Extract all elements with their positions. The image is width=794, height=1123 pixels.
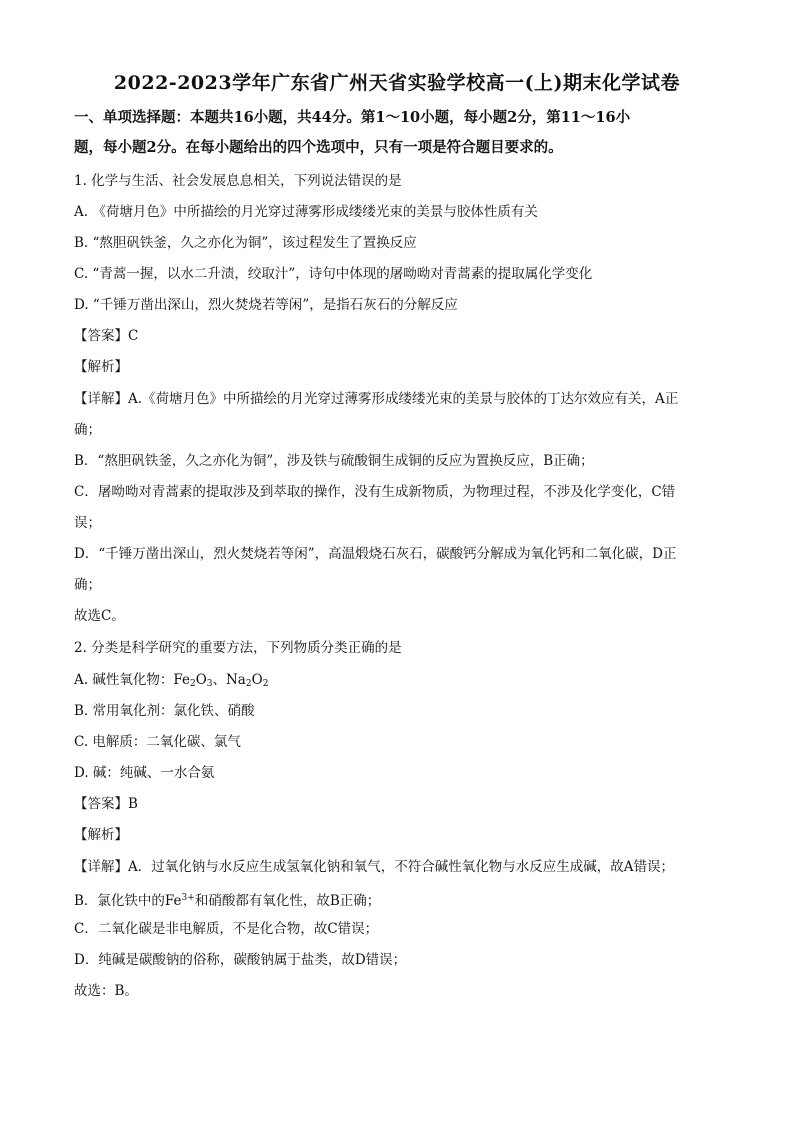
subscript: 2 [262, 679, 269, 689]
q1-option-c: C. “青蒿一握，以水二升渍，绞取汁”，诗句中体现的屠呦呦对青蒿素的提取属化学变化 [74, 266, 593, 282]
q2-detail-a: 【详解】A．过氧化钠与水反应生成氢氧化钠和氧气，不符合碱性氧化物与水反应生成碱，故A错误； [74, 859, 674, 875]
q1-detail-c-line-1: C．屠呦呦对青蒿素的提取涉及到萃取的操作，没有生成新物质，为物理过程，不涉及化学变化，C错 [74, 484, 676, 500]
q2-analysis-label: 【解析】 [74, 827, 128, 843]
q1-stem: 1. 化学与生活、社会发展息息相关，下列说法错误的是 [74, 173, 402, 189]
q2-option-a-prefix: A. 碱性氧化物：Fe [74, 672, 190, 688]
q2-option-a [74, 671, 714, 693]
q1-option-d: D. “千锤万凿出深山，烈火焚烧若等闲”，是指石灰石的分解反应 [74, 297, 458, 313]
q2-option-d: D. 碱：纯碱、一水合氨 [74, 765, 215, 781]
document-title: 2022-2023学年广东省广州天省实验学校高一(上)期末化学试卷 [113, 72, 681, 94]
superscript: 3+ [181, 893, 195, 903]
q2-answer: 【答案】B [74, 796, 138, 812]
q1-detail-d-line-1: D．“千锤万凿出深山，烈火焚烧若等闲”，高温煅烧石灰石，碳酸钙分解成为氧化钙和二氧化碳，D正 [74, 546, 677, 562]
q1-detail-a-line-2: 确； [74, 422, 101, 438]
q1-detail-c-line-2: 误； [74, 515, 101, 531]
q1-answer: 【答案】C [74, 328, 139, 344]
q2-conclusion: 故选：B。 [74, 983, 138, 999]
subscript: 2 [245, 679, 252, 689]
section-heading-line-1: 一、单项选择题：本题共16小题，共44分。第1～10小题，每小题2分，第11～16小 [74, 109, 631, 126]
q2-detail-d: D．纯碱是碳酸钠的俗称，碳酸钠属于盐类，故D错误； [74, 952, 407, 968]
subscript: 3 [206, 679, 213, 689]
q2-option-c: C. 电解质：二氧化碳、氯气 [74, 734, 241, 750]
q2-stem: 2. 分类是科学研究的重要方法，下列物质分类正确的是 [74, 640, 402, 656]
subscript: 2 [189, 679, 196, 689]
q1-option-b: B. “熬胆矾铁釜，久之亦化为铜”，该过程发生了置换反应 [74, 235, 417, 251]
formula-part: O [251, 672, 263, 688]
formula-part: O [195, 672, 207, 688]
q2-detail-c: C．二氧化碳是非电解质，不是化合物，故C错误； [74, 921, 379, 937]
q1-detail-d-line-2: 确； [74, 577, 101, 593]
q1-analysis-label: 【解析】 [74, 359, 128, 375]
q2-option-b: B. 常用氧化剂：氯化铁、硝酸 [74, 703, 255, 719]
q1-option-a: A. 《荷塘月色》中所描绘的月光穿过薄雾形成缕缕光束的美景与胶体性质有关 [74, 204, 538, 220]
q2-detail-b-prefix: B．氯化铁中的Fe [74, 893, 182, 909]
q2-detail-b-suffix: 和硝酸都有氧化性，故B正确； [194, 893, 381, 909]
q1-detail-a-line-1: 【详解】A.《荷塘月色》中所描绘的月光穿过薄雾形成缕缕光束的美景与胶体的丁达尔效应有关，A正 [74, 391, 679, 407]
formula-part: 、Na [212, 672, 246, 688]
q1-detail-b: B．“熬胆矾铁釜，久之亦化为铜”，涉及铁与硫酸铜生成铜的反应为置换反应，B正确； [74, 453, 594, 469]
q2-detail-b [74, 889, 714, 910]
section-heading-line-2: 题，每小题2分。在每小题给出的四个选项中，只有一项是符合题目要求的。 [74, 139, 563, 156]
q1-conclusion: 故选C。 [74, 608, 125, 624]
